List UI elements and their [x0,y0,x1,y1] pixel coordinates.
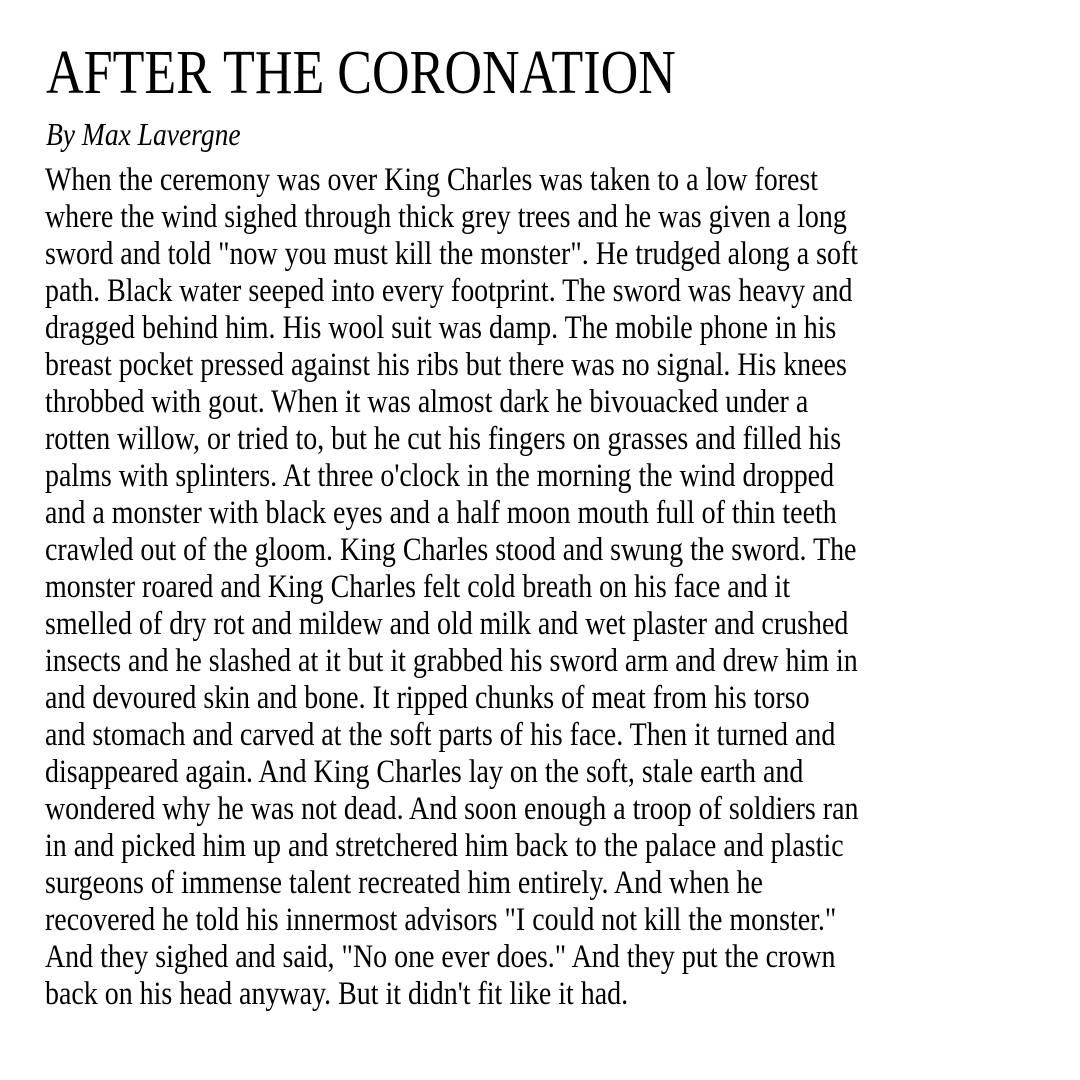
body-line: palms with splinters. At three o'clock in the morning the wind dropped [45,458,835,494]
body-line: and a monster with black eyes and a half moon mouth full of thin teeth [45,495,837,531]
body-line: rotten willow, or tried to, but he cut his fingers on grasses and filled his [45,421,842,457]
body-line: and stomach and carved at the soft parts of his face. Then it turned and [45,717,836,753]
body-line: surgeons of immense talent recreated him entirely. And when he [45,865,763,901]
body-line: When the ceremony was over King Charles was taken to a low forest [45,162,819,198]
body-line: and devoured skin and bone. It ripped chunks of meat from his torso [45,680,810,716]
story-body [45,162,1045,1013]
body-line: recovered he told his innermost advisors "I could not kill the monster." [45,902,837,938]
body-line: smelled of dry rot and mildew and old milk and wet plaster and crushed [45,606,849,642]
story-title: AFTER THE CORONATION [46,39,676,107]
body-line: sword and told "now you must kill the monster". He trudged along a soft [45,236,859,272]
body-line: breast pocket pressed against his ribs but there was no signal. His knees [45,347,847,383]
body-line: where the wind sighed through thick grey trees and he was given a long [45,199,847,235]
body-line: monster roared and King Charles felt cold breath on his face and it [45,569,791,605]
body-line: wondered why he was not dead. And soon enough a troop of soldiers ran [45,791,859,827]
body-line: back on his head anyway. But it didn't fit like it had. [45,976,629,1012]
body-line: disappeared again. And King Charles lay on the soft, stale earth and [45,754,804,790]
body-line: throbbed with gout. When it was almost dark he bivouacked under a [45,384,809,420]
body-line: crawled out of the gloom. King Charles stood and swung the sword. The [45,532,857,568]
body-line: insects and he slashed at it but it grabbed his sword arm and drew him in [45,643,858,679]
body-line: dragged behind him. His wool suit was damp. The mobile phone in his [45,310,837,346]
body-line: in and picked him up and stretchered him back to the palace and plastic [45,828,844,864]
body-line: path. Black water seeped into every footprint. The sword was heavy and [45,273,853,309]
body-line: And they sighed and said, "No one ever does." And they put the crown [45,939,836,975]
story-byline: By Max Lavergne [46,116,241,152]
